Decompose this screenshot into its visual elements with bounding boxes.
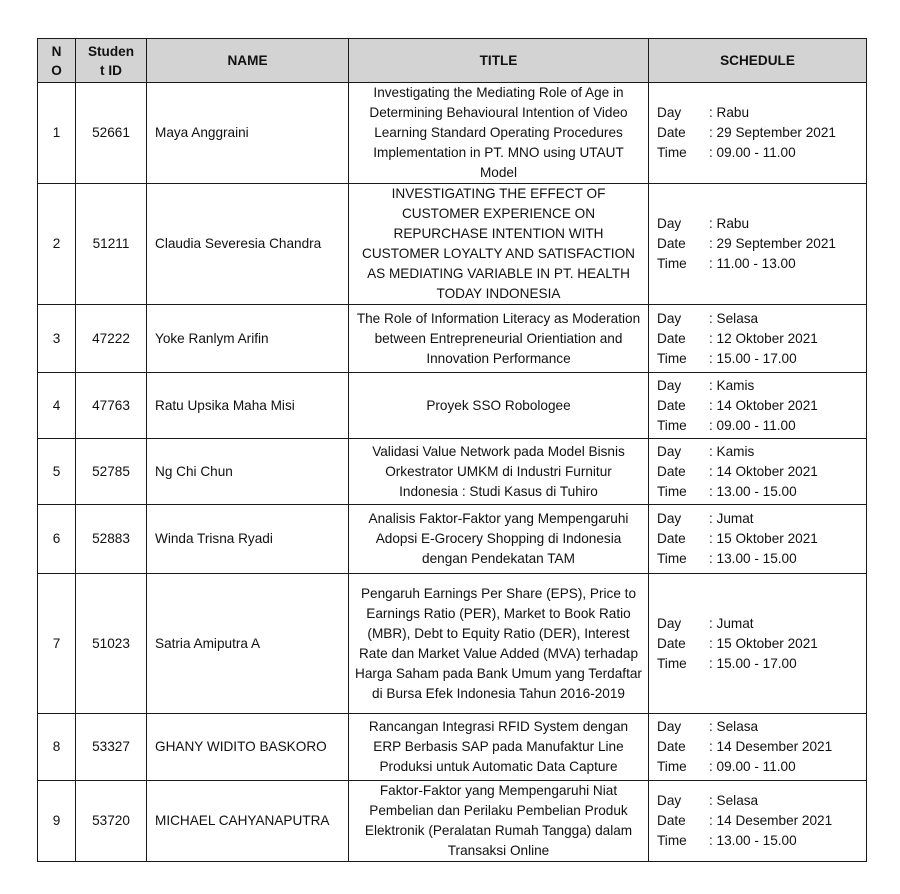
cell-name: GHANY WIDITO BASKORO [147, 714, 349, 781]
cell-title: Faktor-Faktor yang Mempengaruhi Niat Pembelian dan Perilaku Pembelian Produk Elektronik (Peralatan Rumah Tangga) dalam Transaksi Online [349, 781, 649, 862]
schedule-day [657, 509, 861, 529]
time-label: Time [657, 256, 687, 271]
schedule-date [657, 462, 861, 482]
cell-title: INVESTIGATING THE EFFECT OF CUSTOMER EXPERIENCE ON REPURCHASE INTENTION WITH CUSTOMER LOYALTY AND SATISFACTION AS MEDIATING VARIABLE IN PT. HEALTH TODAY INDONESIA [349, 184, 649, 305]
schedule-date [657, 634, 861, 654]
day-label: Day [657, 310, 682, 326]
table-row [38, 714, 867, 781]
cell-name: Yoke Ranlym Arifin [147, 305, 349, 373]
time-value: : 13.00 - 15.00 [709, 551, 797, 566]
day-value: : Selasa [709, 719, 759, 734]
cell-name: MICHAEL CAHYANAPUTRA [147, 781, 349, 862]
cell-no: 2 [38, 184, 76, 305]
date-value: : 14 Desember 2021 [709, 813, 833, 828]
cell-title: Analisis Faktor-Faktor yang Mempengaruhi Adopsi E-Grocery Shopping di Indonesia dengan Pendekatan TAM [349, 505, 649, 574]
schedule-day [657, 214, 861, 234]
header-name: NAME [147, 39, 349, 83]
day-value: : Rabu [709, 216, 750, 231]
cell-student-id: 47222 [76, 305, 147, 373]
cell-student-id: 53327 [76, 714, 147, 781]
cell-schedule [649, 714, 867, 781]
time-label: Time [657, 833, 687, 848]
time-label: Time [657, 483, 687, 499]
cell-student-id: 52883 [76, 505, 147, 574]
date-label: Date [657, 397, 686, 413]
date-label: Date [657, 236, 686, 251]
schedule-date [657, 329, 861, 349]
date-label: Date [657, 635, 686, 651]
schedule-day [657, 376, 861, 396]
day-value: : Kamis [709, 377, 755, 393]
day-label: Day [657, 377, 682, 393]
time-label: Time [657, 655, 687, 671]
day-label: Day [657, 105, 682, 120]
cell-schedule [649, 83, 867, 184]
cell-no: 5 [38, 439, 76, 505]
cell-no: 3 [38, 305, 76, 373]
time-value: : 09.00 - 11.00 [709, 145, 796, 160]
cell-student-id: 52785 [76, 439, 147, 505]
date-value: : 29 September 2021 [709, 125, 836, 140]
cell-student-id: 51023 [76, 574, 147, 714]
schedule-table [37, 38, 867, 862]
schedule-time [657, 482, 861, 502]
table-row [38, 439, 867, 505]
schedule-date [657, 123, 861, 143]
header-student-id: Studen t ID [76, 39, 147, 83]
time-label: Time [657, 350, 687, 366]
cell-title: Validasi Value Network pada Model Bisnis Orkestrator UMKM di Industri Furnitur Indonesia : Studi Kasus di Tuhiro [349, 439, 649, 505]
date-value: : 12 Oktober 2021 [709, 330, 818, 346]
date-label: Date [657, 125, 686, 140]
cell-schedule [649, 574, 867, 714]
cell-no: 6 [38, 505, 76, 574]
cell-title: Proyek SSO Robologee [349, 373, 649, 439]
cell-schedule [649, 781, 867, 862]
date-value: : 15 Oktober 2021 [709, 635, 818, 651]
header-row [38, 39, 867, 83]
schedule-time [657, 349, 861, 369]
day-label: Day [657, 719, 682, 734]
cell-no: 7 [38, 574, 76, 714]
schedule-date [657, 396, 861, 416]
cell-title: Rancangan Integrasi RFID System dengan ERP Berbasis SAP pada Manufaktur Line Produksi untuk Automatic Data Capture [349, 714, 649, 781]
cell-schedule [649, 184, 867, 305]
time-label: Time [657, 145, 687, 160]
schedule-time [657, 254, 861, 274]
cell-schedule [649, 305, 867, 373]
cell-name: Ng Chi Chun [147, 439, 349, 505]
cell-student-id: 53720 [76, 781, 147, 862]
table-row [38, 505, 867, 574]
day-value: : Jumat [709, 511, 754, 526]
schedule-time [657, 143, 861, 163]
cell-schedule [649, 373, 867, 439]
cell-student-id: 47763 [76, 373, 147, 439]
cell-schedule [649, 505, 867, 574]
schedule-day [657, 103, 861, 123]
schedule-time [657, 549, 861, 569]
cell-title: The Role of Information Literacy as Moderation between Entrepreneurial Orientiation and Innovation Performance [349, 305, 649, 373]
date-label: Date [657, 330, 686, 346]
cell-name: Ratu Upsika Maha Misi [147, 373, 349, 439]
date-label: Date [657, 463, 686, 479]
schedule-date [657, 234, 861, 254]
cell-name: Satria Amiputra A [147, 574, 349, 714]
header-schedule: SCHEDULE [649, 39, 867, 83]
cell-student-id: 51211 [76, 184, 147, 305]
time-value: : 11.00 - 13.00 [709, 256, 796, 271]
date-value: : 14 Oktober 2021 [709, 463, 818, 479]
schedule-date [657, 529, 861, 549]
time-value: : 13.00 - 15.00 [709, 483, 797, 499]
day-label: Day [657, 615, 682, 631]
date-label: Date [657, 531, 686, 546]
schedule-time [657, 757, 861, 777]
date-value: : 15 Oktober 2021 [709, 531, 818, 546]
day-label: Day [657, 793, 682, 808]
day-label: Day [657, 216, 682, 231]
date-label: Date [657, 739, 686, 754]
cell-name: Winda Trisna Ryadi [147, 505, 349, 574]
day-value: : Selasa [709, 310, 759, 326]
time-value: : 15.00 - 17.00 [709, 350, 797, 366]
schedule-time [657, 416, 861, 436]
cell-name: Claudia Severesia Chandra [147, 184, 349, 305]
time-label: Time [657, 551, 687, 566]
cell-title: Investigating the Mediating Role of Age in Determining Behavioural Intention of Video Learning Standard Operating Procedures Implementation in PT. MNO using UTAUT Model [349, 83, 649, 184]
schedule-day [657, 614, 861, 634]
time-value: : 15.00 - 17.00 [709, 655, 797, 671]
time-value: : 09.00 - 11.00 [709, 759, 796, 774]
table-row [38, 305, 867, 373]
day-label: Day [657, 511, 682, 526]
schedule-day [657, 791, 861, 811]
table-row [38, 83, 867, 184]
header-title: TITLE [349, 39, 649, 83]
cell-no: 4 [38, 373, 76, 439]
cell-schedule [649, 439, 867, 505]
cell-no: 8 [38, 714, 76, 781]
table-row [38, 781, 867, 862]
day-label: Day [657, 443, 682, 459]
schedule-time [657, 654, 861, 674]
schedule-day [657, 717, 861, 737]
cell-title: Pengaruh Earnings Per Share (EPS), Price to Earnings Ratio (PER), Market to Book Ratio (MBR), Debt to Equity Ratio (DER), Interest Rate dan Market Value Added (MVA) terhadap Harga Saham pada Bank Umum yang Terdaftar di Bursa Efek Indonesia Tahun 2016-2019 [349, 574, 649, 714]
date-value: : 14 Desember 2021 [709, 739, 833, 754]
day-value: : Jumat [709, 615, 754, 631]
cell-name: Maya Anggraini [147, 83, 349, 184]
day-value: : Rabu [709, 105, 750, 120]
schedule-day [657, 309, 861, 329]
schedule-date [657, 811, 861, 831]
day-value: : Kamis [709, 443, 755, 459]
schedule-time [657, 831, 861, 851]
table-row [38, 184, 867, 305]
table-row [38, 574, 867, 714]
time-value: : 09.00 - 11.00 [709, 417, 796, 433]
cell-student-id: 52661 [76, 83, 147, 184]
day-value: : Selasa [709, 793, 759, 808]
cell-no: 9 [38, 781, 76, 862]
schedule-date [657, 737, 861, 757]
time-label: Time [657, 759, 687, 774]
table-row [38, 373, 867, 439]
header-no: N O [38, 39, 76, 83]
date-value: : 29 September 2021 [709, 236, 836, 251]
schedule-day [657, 442, 861, 462]
date-value: : 14 Oktober 2021 [709, 397, 818, 413]
date-label: Date [657, 813, 686, 828]
time-value: : 13.00 - 15.00 [709, 833, 797, 848]
time-label: Time [657, 417, 687, 433]
cell-no: 1 [38, 83, 76, 184]
